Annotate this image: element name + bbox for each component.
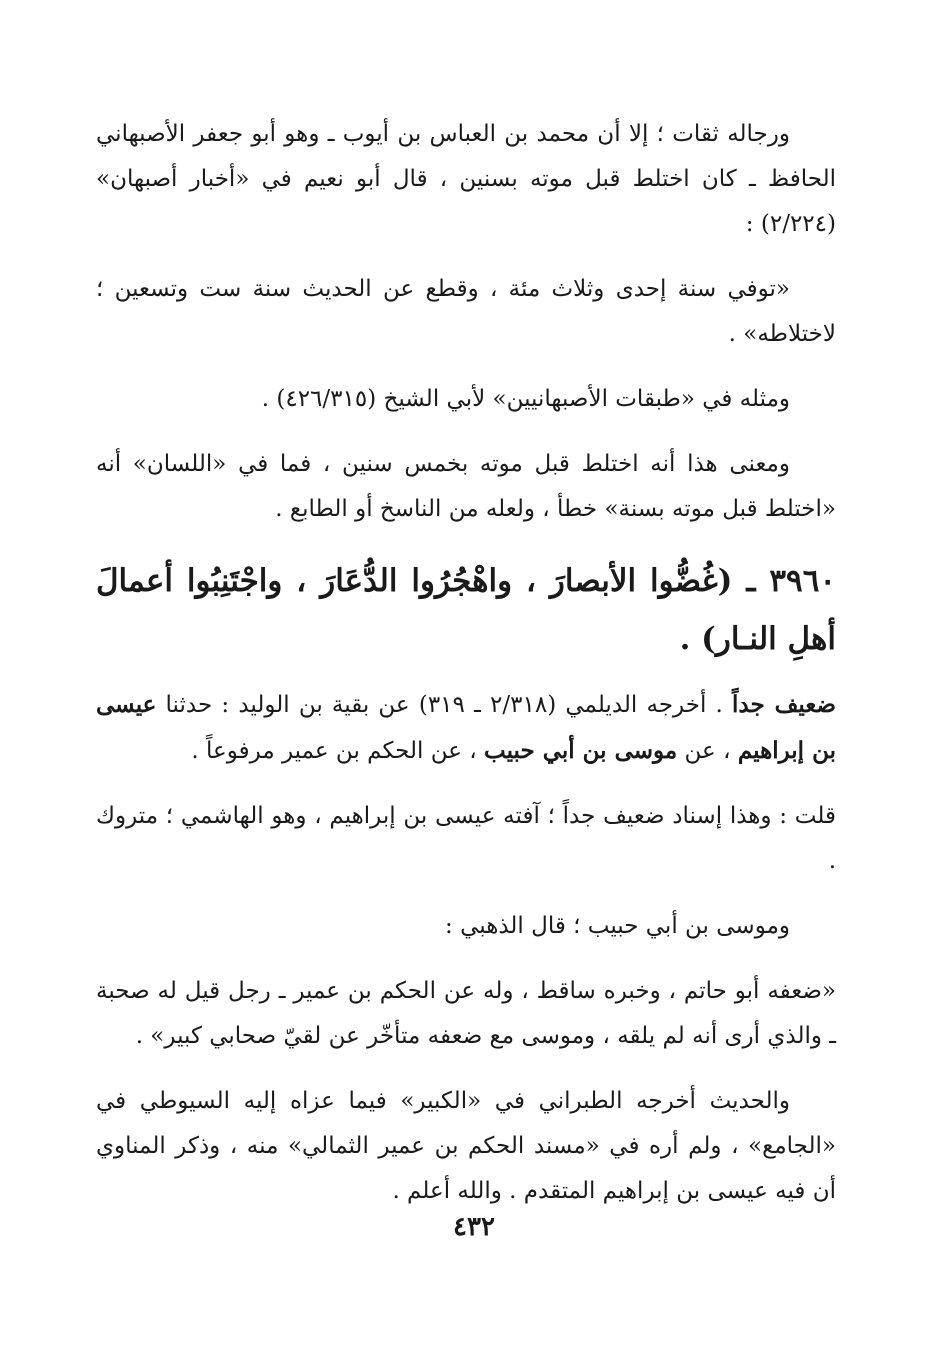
hadith-grade: ضعيف جداً — [732, 691, 836, 718]
hadith-number: ٣٩٦٠ — [769, 563, 836, 599]
takhrij-part-1: . أخرجه الديلمي (٢/٣١٨ ـ ٣١٩) عن بقية بن الوليد : حدثنا — [156, 692, 733, 718]
paragraph-isnad-weak: قلت : وهذا إسناد ضعيف جداً ؛ آفته عيسى بن إبراهيم ، وهو الهاشمي ؛ متروك . — [96, 803, 836, 874]
page-body — [96, 112, 836, 1234]
takhrij-part-2: ، عن — [677, 738, 738, 764]
narrator-isa: عيسى بن إبراهيم — [96, 691, 836, 764]
paragraph-meaning: ومعنى هذا أنه اختلط قبل موته بخمس سنين ، فما في «اللسان» أنه «اختلط قبل موته بسنة» خطأ ، ولعله من الناسخ أو الطابع . — [96, 451, 836, 522]
paragraph-tabarani: والحديث أخرجه الطبراني في «الكبير» فيما عزاه إليه السيوطي في «الجامع» ، ولم أره في «مسند الحكم بن عمير الثمالي» منه ، وذكر المناوي أن فيه عيسى بن إبراهيم المتقدم . والله أعلم . — [96, 1088, 836, 1204]
page-number: ٤٣٢ — [453, 1212, 495, 1242]
paragraph-narrators: ورجاله ثقات ؛ إلا أن محمد بن العباس بن أيوب ـ وهو أبو جعفر الأصبهاني الحافظ ـ كان اختلط قبل موته بسنين ، قال أبو نعيم في «أخبار أصبهان» (٢/٢٢٤) : — [96, 121, 836, 237]
narrator-musa: موسى بن أبي حبيب — [484, 737, 678, 764]
paragraph-tabaqat: ومثله في «طبقات الأصبهانيين» لأبي الشيخ (٤٢٦/٣١٥) . — [261, 386, 790, 412]
paragraph-abu-nuaym-quote: «توفي سنة إحدى وثلاث مئة ، وقطع عن الحديث سنة ست وتسعين ؛ لاختلاطه» . — [96, 276, 836, 347]
paragraph-dhahabi-quote: «ضعفه أبو حاتم ، وخبره ساقط ، وله عن الحكم بن عمير ـ رجل قيل له صحبة ـ والذي أرى أنه لم يلقه ، وموسى مع ضعفه متأخّر عن لقيّ صحابي كبير» . — [96, 978, 836, 1049]
hadith-text: (غُضُّوا الأبصارَ ، واهْجُرُوا الدُّعَارَ ، واجْتَنِبُوا أعمالَ أهلِ النـار) . — [96, 563, 836, 657]
paragraph-dhahabi: وموسى بن أبي حبيب ؛ قال الذهبي : — [445, 913, 790, 939]
paragraph-takhrij — [96, 682, 836, 774]
takhrij-part-3: ، عن الحكم بن عمير مرفوعاً . — [191, 738, 484, 764]
hadith-heading — [96, 552, 836, 668]
hadith-separator: ـ — [732, 563, 770, 599]
